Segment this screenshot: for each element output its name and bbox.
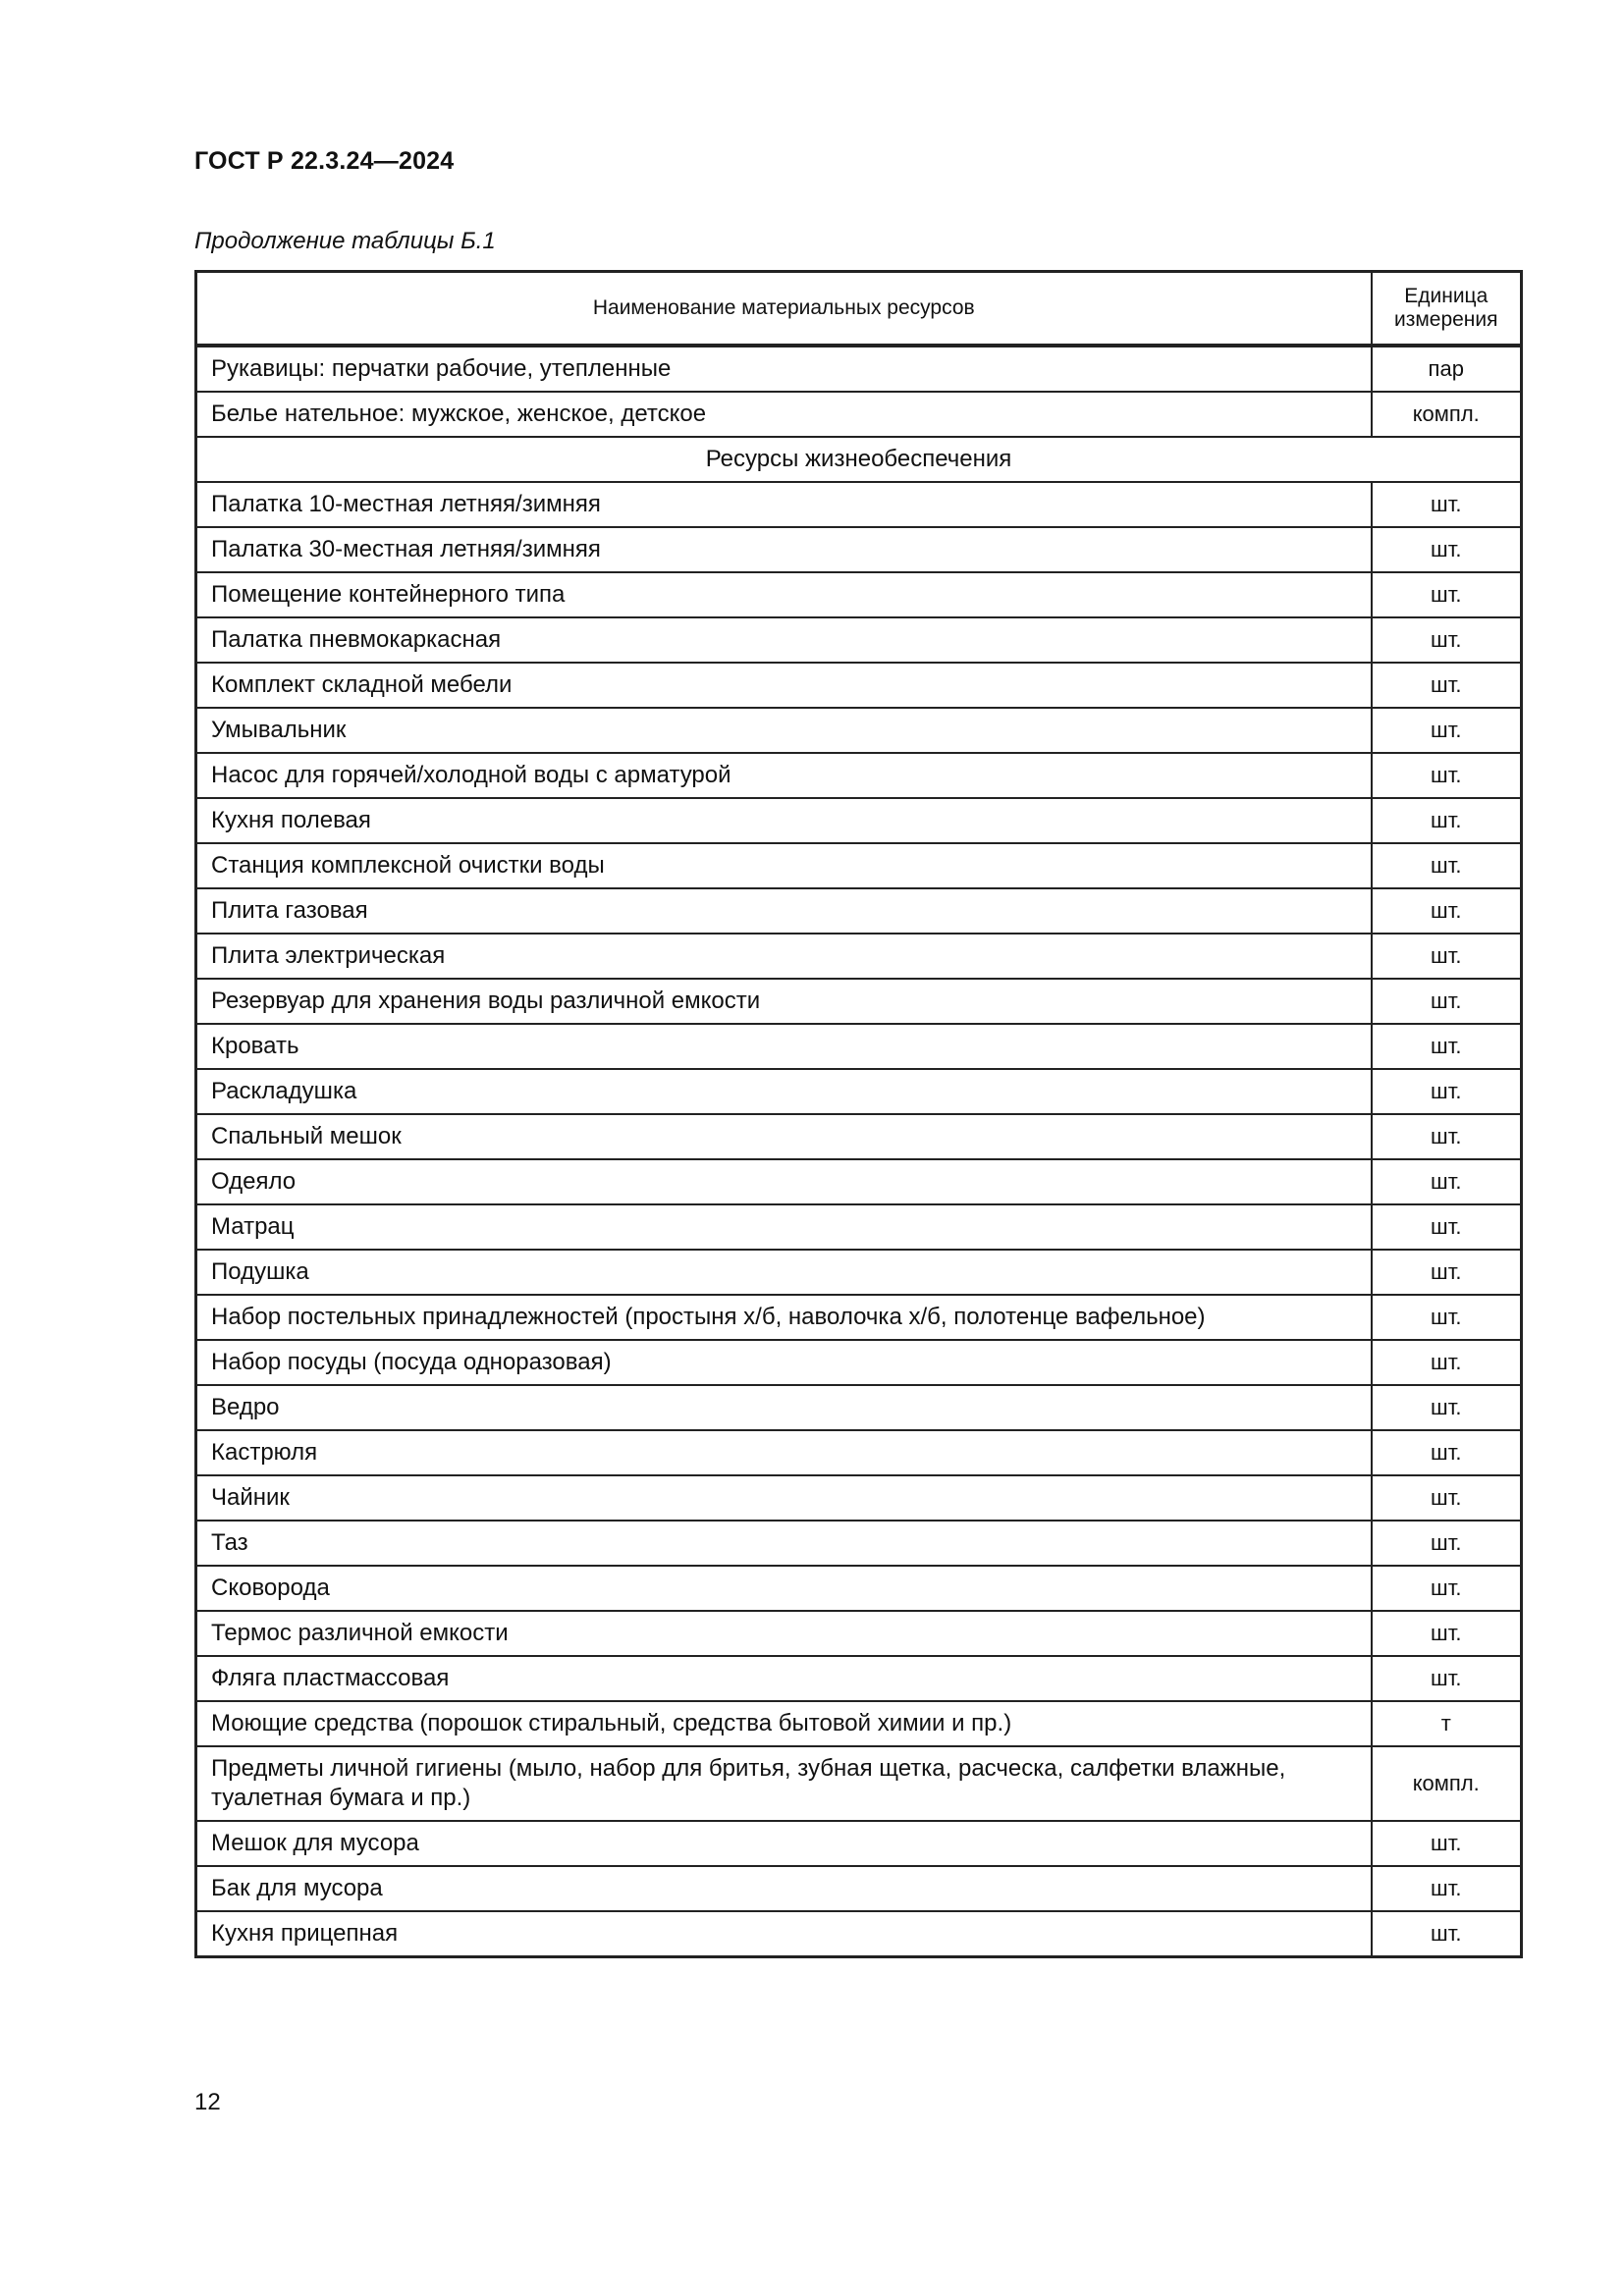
resource-name-cell: Набор посуды (посуда одноразовая) [196,1340,1372,1385]
table-caption: Продолжение таблицы Б.1 [194,228,496,254]
table-row [196,346,1522,392]
resource-name-cell: Рукавицы: перчатки рабочие, утепленные [196,346,1372,392]
resource-name-cell: Станция комплексной очистки воды [196,843,1372,888]
resources-table-container [194,270,1520,1958]
resource-name-cell: Резервуар для хранения воды различной емкости [196,979,1372,1024]
resource-name-cell: Ведро [196,1385,1372,1430]
table-row [196,663,1522,708]
table-row [196,1024,1522,1069]
unit-cell: шт. [1372,1521,1522,1566]
resource-name-cell: Палатка 30-местная летняя/зимняя [196,527,1372,572]
table-row [196,1340,1522,1385]
table-row [196,1521,1522,1566]
table-body [196,346,1522,1957]
unit-cell: шт. [1372,1114,1522,1159]
unit-cell: шт. [1372,798,1522,843]
resource-name-cell: Плита электрическая [196,934,1372,979]
resources-table [194,270,1523,1958]
table-header-row [196,272,1522,347]
table-row [196,1611,1522,1656]
column-header-unit: Единица измерения [1372,272,1522,347]
table-row [196,753,1522,798]
unit-cell: шт. [1372,1430,1522,1475]
table-row [196,1701,1522,1746]
resource-name-cell: Насос для горячей/холодной воды с арматурой [196,753,1372,798]
table-row [196,1114,1522,1159]
resource-name-cell: Раскладушка [196,1069,1372,1114]
unit-cell: шт. [1372,843,1522,888]
section-title: Ресурсы жизнеобеспечения [196,437,1522,482]
resource-name-cell: Кровать [196,1024,1372,1069]
resource-name-cell: Кастрюля [196,1430,1372,1475]
resource-name-cell: Кухня полевая [196,798,1372,843]
table-row [196,572,1522,617]
unit-cell: шт. [1372,1340,1522,1385]
table-row [196,1385,1522,1430]
unit-cell: шт. [1372,617,1522,663]
unit-cell: шт. [1372,934,1522,979]
unit-cell: шт. [1372,1069,1522,1114]
resource-name-cell: Моющие средства (порошок стиральный, средства бытовой химии и пр.) [196,1701,1372,1746]
resource-name-cell: Палатка пневмокаркасная [196,617,1372,663]
resource-name-cell: Фляга пластмассовая [196,1656,1372,1701]
unit-cell: шт. [1372,1911,1522,1957]
resource-name-cell: Чайник [196,1475,1372,1521]
unit-cell: пар [1372,346,1522,392]
table-row [196,1566,1522,1611]
table-row [196,1069,1522,1114]
unit-cell: шт. [1372,527,1522,572]
column-header-name: Наименование материальных ресурсов [196,272,1372,347]
table-row [196,1746,1522,1821]
table-row [196,888,1522,934]
resource-name-cell: Мешок для мусора [196,1821,1372,1866]
unit-cell: шт. [1372,663,1522,708]
section-row [196,437,1522,482]
unit-cell: т [1372,1701,1522,1746]
table-row [196,1656,1522,1701]
unit-cell: шт. [1372,708,1522,753]
resource-name-cell: Спальный мешок [196,1114,1372,1159]
unit-cell: шт. [1372,1385,1522,1430]
table-row [196,843,1522,888]
resource-name-cell: Термос различной емкости [196,1611,1372,1656]
unit-cell: шт. [1372,1250,1522,1295]
resource-name-cell: Комплект складной мебели [196,663,1372,708]
unit-cell: шт. [1372,1656,1522,1701]
resource-name-cell: Сковорода [196,1566,1372,1611]
table-row [196,1475,1522,1521]
document-id: ГОСТ Р 22.3.24—2024 [194,147,455,175]
unit-cell: шт. [1372,1204,1522,1250]
resource-name-cell: Одеяло [196,1159,1372,1204]
table-row [196,1821,1522,1866]
table-row [196,617,1522,663]
table-row [196,934,1522,979]
unit-cell: шт. [1372,1821,1522,1866]
table-row [196,708,1522,753]
resource-name-cell: Палатка 10-местная летняя/зимняя [196,482,1372,527]
unit-cell: шт. [1372,888,1522,934]
table-row [196,392,1522,437]
unit-cell: компл. [1372,392,1522,437]
resource-name-cell: Подушка [196,1250,1372,1295]
resource-name-cell: Таз [196,1521,1372,1566]
resource-name-cell: Набор постельных принадлежностей (простыня х/б, наволочка х/б, полотенце вафельное) [196,1295,1372,1340]
table-row [196,482,1522,527]
unit-cell: шт. [1372,979,1522,1024]
page-number: 12 [194,2089,221,2115]
resource-name-cell: Плита газовая [196,888,1372,934]
table-row [196,979,1522,1024]
resource-name-cell: Предметы личной гигиены (мыло, набор для бритья, зубная щетка, расческа, салфетки влажные, туалетная бумага и пр.) [196,1746,1372,1821]
unit-cell: шт. [1372,572,1522,617]
table-row [196,1866,1522,1911]
resource-name-cell: Кухня прицепная [196,1911,1372,1957]
unit-cell: шт. [1372,1566,1522,1611]
resource-name-cell: Матрац [196,1204,1372,1250]
table-row [196,1430,1522,1475]
table-row [196,1295,1522,1340]
resource-name-cell: Бак для мусора [196,1866,1372,1911]
table-row [196,1204,1522,1250]
unit-cell: шт. [1372,482,1522,527]
resource-name-cell: Белье нательное: мужское, женское, детское [196,392,1372,437]
unit-cell: шт. [1372,1475,1522,1521]
unit-cell: шт. [1372,1024,1522,1069]
unit-cell: шт. [1372,1866,1522,1911]
resource-name-cell: Помещение контейнерного типа [196,572,1372,617]
unit-cell: шт. [1372,753,1522,798]
unit-cell: шт. [1372,1611,1522,1656]
table-row [196,798,1522,843]
resource-name-cell: Умывальник [196,708,1372,753]
unit-cell: шт. [1372,1159,1522,1204]
unit-cell: шт. [1372,1295,1522,1340]
table-row [196,527,1522,572]
table-row [196,1159,1522,1204]
table-row [196,1250,1522,1295]
unit-cell: компл. [1372,1746,1522,1821]
table-row [196,1911,1522,1957]
